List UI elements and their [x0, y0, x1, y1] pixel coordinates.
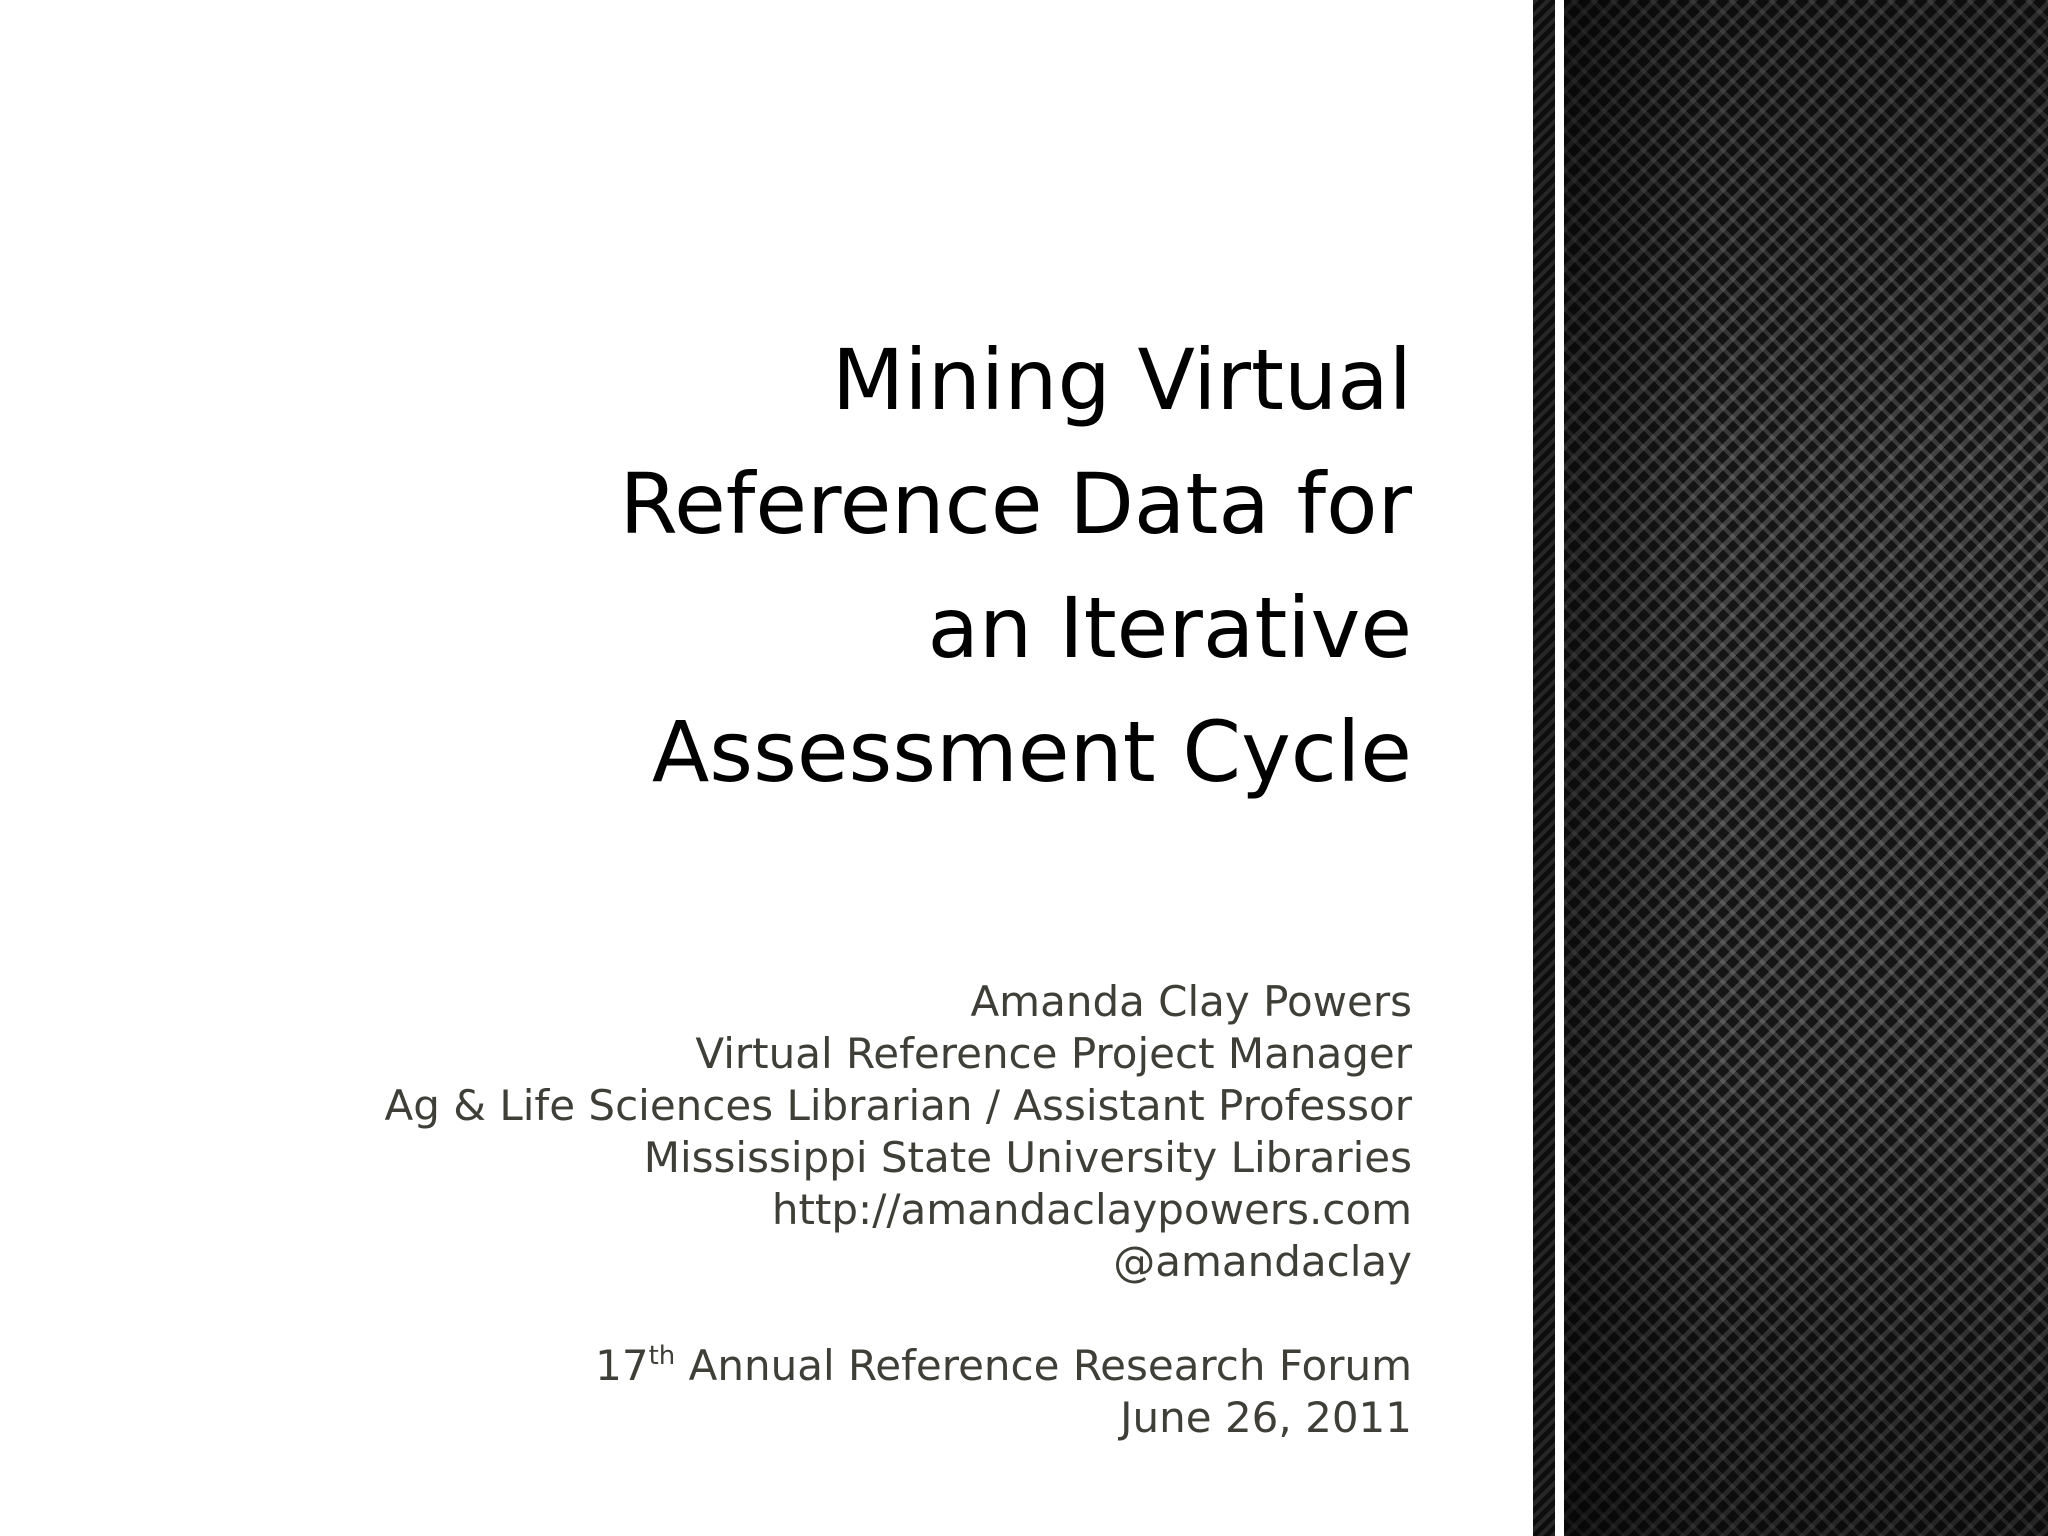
event-date: June 26, 2011	[1120, 1393, 1412, 1442]
slide-title	[512, 318, 1412, 814]
presenter-info	[312, 976, 1412, 1444]
event-title: Annual Reference Research Forum	[688, 1341, 1412, 1390]
side-panel-edge	[1533, 0, 1555, 1536]
author-name: Amanda Clay Powers	[970, 977, 1412, 1026]
author-role: Virtual Reference Project Manager	[695, 1029, 1412, 1078]
event-name	[312, 1340, 1412, 1392]
title-line-2: Reference Data for	[619, 455, 1412, 553]
author-institution: Mississippi State University Libraries	[643, 1133, 1412, 1182]
author-website: http://amandaclaypowers.com	[771, 1185, 1412, 1234]
title-line-3: an Iterative	[927, 579, 1412, 677]
info-spacer	[312, 1288, 1412, 1340]
author-position: Ag & Life Sciences Librarian / Assistant Professor	[384, 1081, 1412, 1130]
title-line-1: Mining Virtual	[831, 331, 1412, 429]
author-handle: @amandaclay	[1113, 1237, 1412, 1286]
decorative-side-panel	[1533, 0, 2048, 1536]
title-line-4: Assessment Cycle	[651, 703, 1412, 801]
event-ordinal-suffix: th	[648, 1341, 676, 1371]
event-ordinal-number: 17	[595, 1341, 649, 1390]
side-panel-divider	[1555, 0, 1564, 1536]
